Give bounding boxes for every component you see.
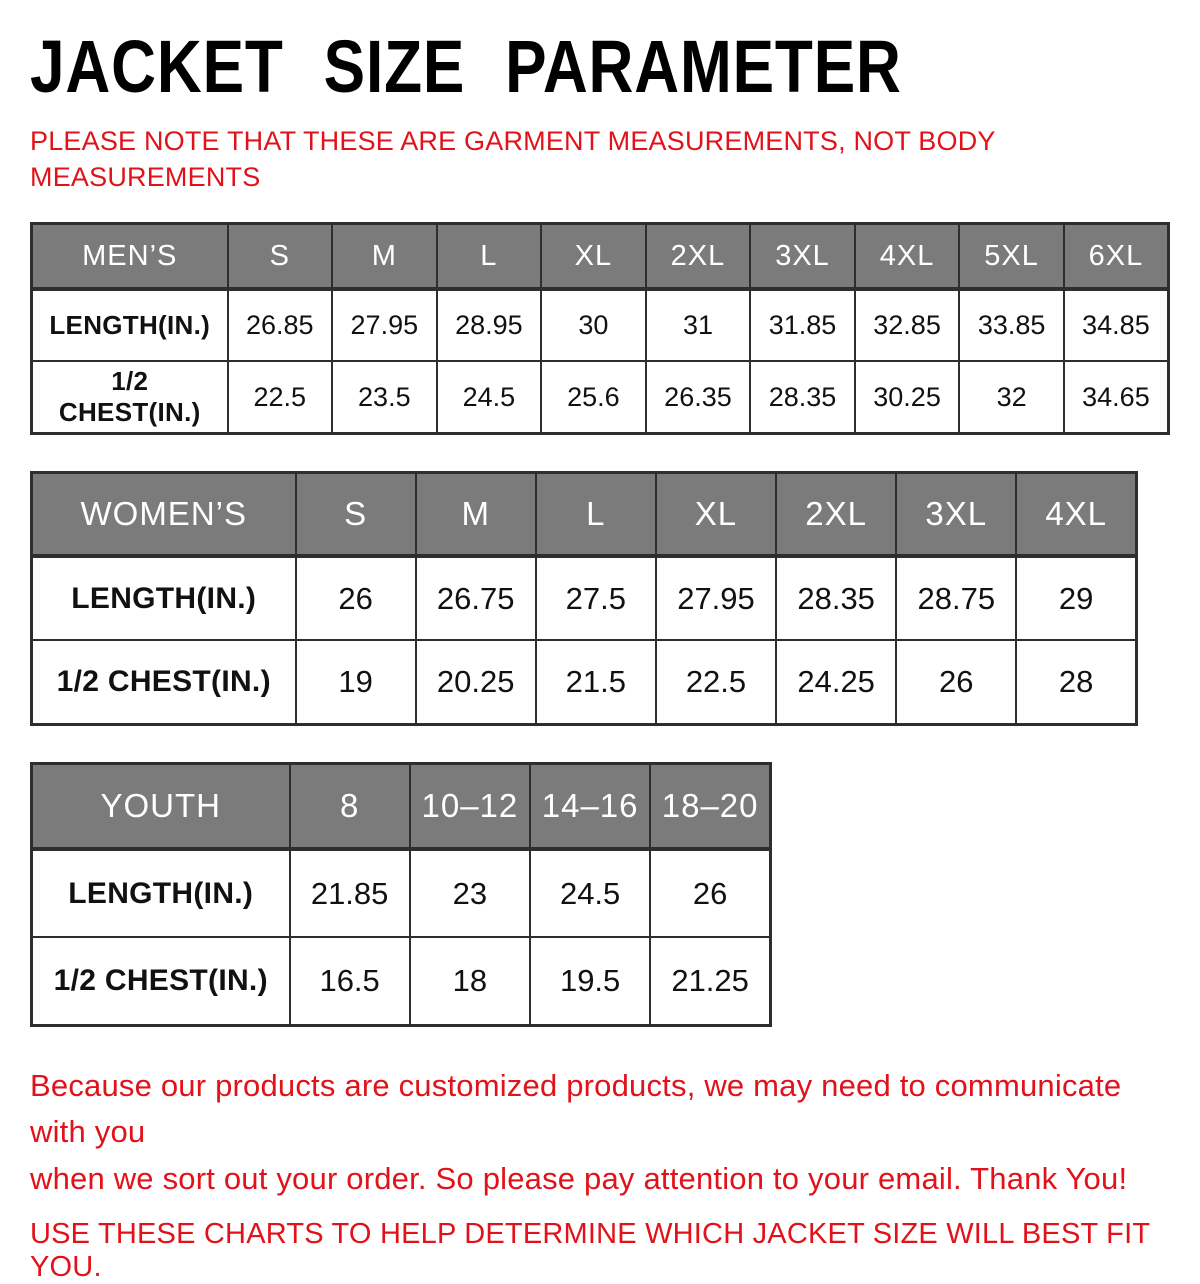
value-cell: 28.75 <box>896 556 1016 640</box>
note-line-1: PLEASE NOTE THAT THESE ARE GARMENT MEASUREMENTS, NOT BODY <box>30 126 996 156</box>
size-header-cell: 5XL <box>959 223 1064 289</box>
value-cell: 33.85 <box>959 289 1064 361</box>
value-cell: 29 <box>1016 556 1136 640</box>
table-row <box>32 556 1137 640</box>
value-cell: 26.35 <box>646 361 751 433</box>
value-cell: 26.85 <box>228 289 333 361</box>
value-cell: 24.5 <box>437 361 542 433</box>
garment-measurement-note <box>30 124 1170 196</box>
value-cell: 32 <box>959 361 1064 433</box>
custom-order-notice <box>30 1063 1170 1203</box>
size-header-cell: S <box>228 223 333 289</box>
size-header-cell: 8 <box>290 763 410 849</box>
size-header-cell: M <box>332 223 437 289</box>
custom-order-notice-line-1: Because our products are customized products, we may need to communicate with you <box>30 1067 1122 1150</box>
value-cell: 21.25 <box>650 937 770 1025</box>
value-cell: 30.25 <box>855 361 960 433</box>
value-cell: 26 <box>896 640 1016 724</box>
size-header-cell: 4XL <box>855 223 960 289</box>
size-header-cell: 3XL <box>750 223 855 289</box>
youth-table-container <box>30 762 1170 1027</box>
size-header-cell: 4XL <box>1016 472 1136 556</box>
row-label-cell: LENGTH(IN.) <box>32 289 228 361</box>
row-label-cell: 1/2 CHEST(IN.) <box>32 937 290 1025</box>
youth-size-table <box>30 762 772 1027</box>
size-header-cell: XL <box>656 472 776 556</box>
value-cell: 28 <box>1016 640 1136 724</box>
womens-table-title-cell: WOMEN’S <box>32 472 296 556</box>
note-line-2: MEASUREMENTS <box>30 161 261 192</box>
chart-usage-note: USE THESE CHARTS TO HELP DETERMINE WHICH JACKET SIZE WILL BEST FIT YOU. <box>30 1218 1150 1284</box>
value-cell: 25.6 <box>541 361 646 433</box>
value-cell: 28.35 <box>750 361 855 433</box>
value-cell: 20.25 <box>416 640 536 724</box>
value-cell: 27.95 <box>656 556 776 640</box>
table-row <box>32 289 1169 361</box>
size-header-cell: XL <box>541 223 646 289</box>
value-cell: 16.5 <box>290 937 410 1025</box>
value-cell: 24.5 <box>530 849 650 937</box>
size-header-cell: 2XL <box>776 472 896 556</box>
value-cell: 21.5 <box>536 640 656 724</box>
page-title: JACKET SIZE PARAMETER <box>30 25 902 108</box>
value-cell: 30 <box>541 289 646 361</box>
value-cell: 28.35 <box>776 556 896 640</box>
row-label-cell: 1/2 CHEST(IN.) <box>32 361 228 433</box>
value-cell: 22.5 <box>228 361 333 433</box>
value-cell: 26.75 <box>416 556 536 640</box>
header-row <box>32 223 1169 289</box>
value-cell: 23 <box>410 849 530 937</box>
size-header-cell: M <box>416 472 536 556</box>
value-cell: 31 <box>646 289 751 361</box>
size-header-cell: L <box>536 472 656 556</box>
row-label-cell: LENGTH(IN.) <box>32 849 290 937</box>
value-cell: 19.5 <box>530 937 650 1025</box>
size-header-cell: 14–16 <box>530 763 650 849</box>
value-cell: 23.5 <box>332 361 437 433</box>
value-cell: 26 <box>296 556 416 640</box>
size-header-cell: 2XL <box>646 223 751 289</box>
value-cell: 26 <box>650 849 770 937</box>
size-header-cell: 3XL <box>896 472 1016 556</box>
mens-table-title-cell: MEN’S <box>32 223 228 289</box>
value-cell: 27.95 <box>332 289 437 361</box>
value-cell: 21.85 <box>290 849 410 937</box>
size-header-cell: 18–20 <box>650 763 770 849</box>
mens-size-table <box>30 222 1170 435</box>
value-cell: 34.65 <box>1064 361 1169 433</box>
table-row <box>32 361 1169 433</box>
womens-size-table <box>30 471 1138 726</box>
mens-table-container <box>30 222 1170 435</box>
custom-order-notice-line-2: when we sort out your order. So please pay attention to your email. Thank You! <box>30 1160 1128 1196</box>
value-cell: 24.25 <box>776 640 896 724</box>
table-row <box>32 640 1137 724</box>
value-cell: 28.95 <box>437 289 542 361</box>
value-cell: 22.5 <box>656 640 776 724</box>
size-header-cell: S <box>296 472 416 556</box>
row-label-cell: 1/2 CHEST(IN.) <box>32 640 296 724</box>
row-label-cell: LENGTH(IN.) <box>32 556 296 640</box>
size-header-cell: L <box>437 223 542 289</box>
header-row <box>32 763 771 849</box>
youth-table-title-cell: YOUTH <box>32 763 290 849</box>
value-cell: 27.5 <box>536 556 656 640</box>
table-row <box>32 937 771 1025</box>
header-row <box>32 472 1137 556</box>
size-tables <box>30 222 1170 1027</box>
value-cell: 19 <box>296 640 416 724</box>
table-row <box>32 849 771 937</box>
value-cell: 34.85 <box>1064 289 1169 361</box>
size-header-cell: 6XL <box>1064 223 1169 289</box>
value-cell: 18 <box>410 937 530 1025</box>
size-header-cell: 10–12 <box>410 763 530 849</box>
womens-table-container <box>30 471 1170 726</box>
value-cell: 32.85 <box>855 289 960 361</box>
value-cell: 31.85 <box>750 289 855 361</box>
